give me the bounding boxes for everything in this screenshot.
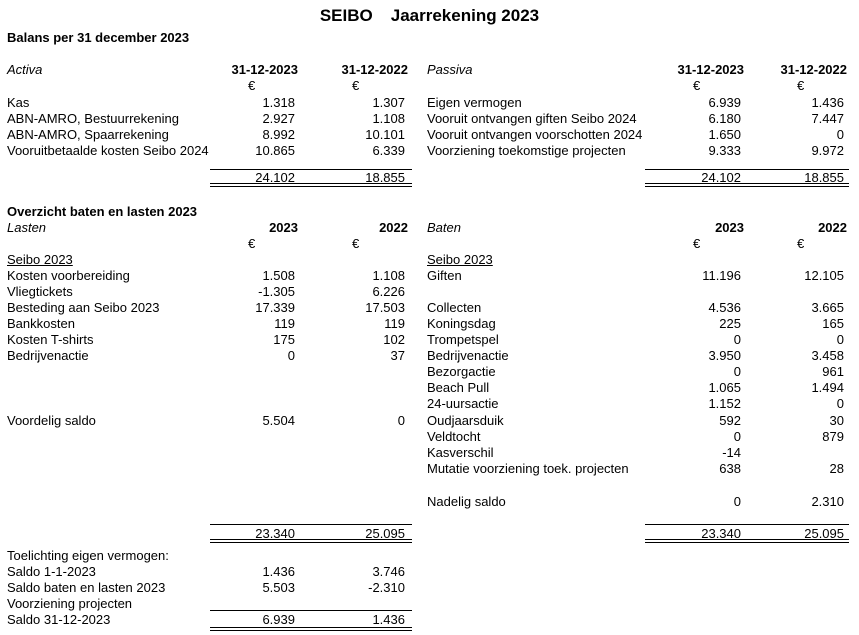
divider-line bbox=[645, 186, 849, 187]
baten-total-2023: 23.340 bbox=[701, 526, 741, 541]
row-value-2022: -2.310 bbox=[368, 580, 405, 595]
passiva-label: Passiva bbox=[427, 62, 473, 77]
row-value-2022: 961 bbox=[822, 364, 844, 379]
row-value-2023: 5.504 bbox=[262, 413, 295, 428]
row-value-2023: 5.503 bbox=[262, 580, 295, 595]
baten-currency-2022: € bbox=[797, 236, 805, 251]
row-label: Saldo 31-12-2023 bbox=[7, 612, 111, 627]
passiva-total-2023: 24.102 bbox=[701, 170, 741, 185]
row-value-2022: 12.105 bbox=[804, 268, 844, 283]
row-value-2023: 4.536 bbox=[708, 300, 741, 315]
row-label: Vooruit ontvangen voorschotten 2024 bbox=[427, 127, 643, 142]
divider-line bbox=[210, 542, 412, 543]
row-label: Kosten voorbereiding bbox=[7, 268, 130, 283]
baten-currency-2023: € bbox=[693, 236, 701, 251]
activa-col-2023: 31-12-2023 bbox=[231, 62, 298, 77]
row-label: Collecten bbox=[427, 300, 482, 315]
row-value-2022: 6.226 bbox=[372, 284, 405, 299]
row-value-2023: 1.065 bbox=[708, 380, 741, 395]
row-label: ABN-AMRO, Bestuurrekening bbox=[7, 111, 179, 126]
row-value-2022: 879 bbox=[822, 429, 844, 444]
row-value-2023: 8.992 bbox=[262, 127, 295, 142]
row-value-2022: 17.503 bbox=[365, 300, 405, 315]
doc-name: Jaarrekening 2023 bbox=[390, 6, 540, 25]
row-value-2023: 9.333 bbox=[708, 143, 741, 158]
baten-total-2022: 25.095 bbox=[804, 526, 844, 541]
row-value-2023: 175 bbox=[273, 332, 295, 347]
row-label: Mutatie voorziening toek. projecten bbox=[427, 461, 629, 476]
divider-line bbox=[645, 524, 849, 525]
row-label: Bezorgactie bbox=[427, 364, 496, 379]
row-value-2022: 165 bbox=[822, 316, 844, 331]
activa-label: Activa bbox=[7, 62, 43, 77]
divider-line bbox=[210, 610, 412, 611]
row-value-2022: 28 bbox=[829, 461, 844, 476]
row-value-2022: 1.436 bbox=[372, 612, 405, 627]
divider-line bbox=[210, 627, 412, 628]
lasten-currency-2023: € bbox=[248, 236, 256, 251]
row-label: Bankkosten bbox=[7, 316, 75, 331]
row-label: Vooruitbetaalde kosten Seibo 2024 bbox=[7, 143, 209, 158]
row-label: Koningsdag bbox=[427, 316, 496, 331]
row-value-2023: 119 bbox=[274, 316, 295, 331]
lasten-col-2022: 2022 bbox=[379, 220, 408, 235]
row-label: ABN-AMRO, Spaarrekening bbox=[7, 127, 169, 142]
row-value-2022: 119 bbox=[384, 316, 405, 331]
row-label: Kasverschil bbox=[427, 445, 494, 460]
row-value-2022: 1.108 bbox=[372, 111, 405, 126]
row-value-2022: 0 bbox=[836, 396, 844, 411]
row-label: Eigen vermogen bbox=[427, 95, 522, 110]
row-value-2022: 0 bbox=[397, 413, 405, 428]
row-value-2022: 6.339 bbox=[372, 143, 405, 158]
row-value-2022: 1.108 bbox=[372, 268, 405, 283]
row-value-2023: 3.950 bbox=[708, 348, 741, 363]
row-value-2022: 3.458 bbox=[811, 348, 844, 363]
row-value-2022: 0 bbox=[836, 127, 844, 142]
activa-col-2022: 31-12-2022 bbox=[341, 62, 408, 77]
row-label: Vliegtickets bbox=[7, 284, 73, 299]
divider-line bbox=[210, 524, 412, 525]
row-value-2023: 17.339 bbox=[255, 300, 295, 315]
row-value-2023: 6.939 bbox=[262, 612, 295, 627]
row-value-2022: 102 bbox=[383, 332, 405, 347]
row-label: Trompetspel bbox=[427, 332, 499, 347]
lasten-total-2023: 23.340 bbox=[255, 526, 295, 541]
row-label: Veldtocht bbox=[427, 429, 481, 444]
row-value-2023: 638 bbox=[719, 461, 741, 476]
row-value-2023: 592 bbox=[719, 413, 741, 428]
equity-heading: Toelichting eigen vermogen: bbox=[7, 548, 169, 563]
row-label: Kosten T-shirts bbox=[7, 332, 94, 347]
row-value-2022: 1.494 bbox=[811, 380, 844, 395]
row-value-2023: 1.436 bbox=[262, 564, 295, 579]
lasten-total-2022: 25.095 bbox=[365, 526, 405, 541]
row-value-2023: 0 bbox=[733, 429, 741, 444]
divider-line bbox=[645, 542, 849, 543]
lasten-col-2023: 2023 bbox=[269, 220, 298, 235]
baten-col-2023: 2023 bbox=[715, 220, 744, 235]
row-value-2022: 3.746 bbox=[372, 564, 405, 579]
row-value-2023: 0 bbox=[287, 348, 295, 363]
row-value-2023: 1.152 bbox=[708, 396, 741, 411]
passiva-currency-2023: € bbox=[693, 78, 701, 93]
row-value-2023: 0 bbox=[733, 364, 741, 379]
row-value-2022: 10.101 bbox=[365, 127, 405, 142]
baten-section: Seibo 2023 bbox=[427, 252, 493, 267]
row-label: Saldo 1-1-2023 bbox=[7, 564, 96, 579]
row-label: Beach Pull bbox=[427, 380, 490, 395]
row-value-2023: -14 bbox=[722, 445, 741, 460]
row-value-2023: 11.196 bbox=[702, 268, 741, 283]
row-value-2023: 6.939 bbox=[708, 95, 741, 110]
row-label: Nadelig saldo bbox=[427, 494, 506, 509]
row-label: Vooruit ontvangen giften Seibo 2024 bbox=[427, 111, 637, 126]
passiva-col-2023: 31-12-2023 bbox=[677, 62, 744, 77]
row-label: Giften bbox=[427, 268, 462, 283]
row-value-2022: 3.665 bbox=[811, 300, 844, 315]
passiva-total-2022: 18.855 bbox=[804, 170, 844, 185]
row-value-2023: 0 bbox=[733, 332, 741, 347]
passiva-currency-2022: € bbox=[797, 78, 805, 93]
income-heading: Overzicht baten en lasten 2023 bbox=[7, 204, 198, 219]
row-value-2023: 1.650 bbox=[708, 127, 741, 142]
divider-line bbox=[210, 630, 412, 631]
row-label: Bedrijvenactie bbox=[7, 348, 89, 363]
row-label: Bedrijvenactie bbox=[427, 348, 509, 363]
row-value-2023: 1.318 bbox=[262, 95, 295, 110]
row-value-2023: 0 bbox=[733, 494, 741, 509]
divider-line bbox=[210, 186, 412, 187]
row-label: Oudjaarsduik bbox=[427, 413, 504, 428]
activa-currency-2022: € bbox=[352, 78, 360, 93]
balance-heading: Balans per 31 december 2023 bbox=[7, 30, 190, 45]
document-title bbox=[0, 6, 859, 26]
activa-total-2023: 24.102 bbox=[255, 170, 295, 185]
row-value-2023: -1.305 bbox=[258, 284, 295, 299]
row-value-2023: 225 bbox=[719, 316, 741, 331]
row-label: Voordelig saldo bbox=[7, 413, 96, 428]
lasten-section: Seibo 2023 bbox=[7, 252, 73, 267]
lasten-currency-2022: € bbox=[352, 236, 360, 251]
row-label: 24-uursactie bbox=[427, 396, 499, 411]
row-value-2022: 30 bbox=[829, 413, 844, 428]
activa-total-2022: 18.855 bbox=[365, 170, 405, 185]
baten-col-2022: 2022 bbox=[818, 220, 847, 235]
row-value-2022: 2.310 bbox=[811, 494, 844, 509]
row-value-2023: 10.865 bbox=[255, 143, 295, 158]
row-value-2022: 0 bbox=[836, 332, 844, 347]
row-value-2022: 7.447 bbox=[811, 111, 844, 126]
row-label: Besteding aan Seibo 2023 bbox=[7, 300, 160, 315]
row-value-2023: 6.180 bbox=[708, 111, 741, 126]
row-value-2022: 37 bbox=[390, 348, 405, 363]
baten-label: Baten bbox=[427, 220, 461, 235]
lasten-label: Lasten bbox=[7, 220, 47, 235]
row-value-2022: 1.307 bbox=[372, 95, 405, 110]
org-name: SEIBO bbox=[319, 6, 373, 25]
row-value-2023: 1.508 bbox=[262, 268, 295, 283]
row-label: Voorziening projecten bbox=[7, 596, 133, 611]
row-value-2023: 2.927 bbox=[262, 111, 295, 126]
row-value-2022: 1.436 bbox=[811, 95, 844, 110]
row-label: Kas bbox=[7, 95, 30, 110]
row-label: Voorziening toekomstige projecten bbox=[427, 143, 626, 158]
row-label: Saldo baten en lasten 2023 bbox=[7, 580, 166, 595]
activa-currency-2023: € bbox=[248, 78, 256, 93]
passiva-col-2022: 31-12-2022 bbox=[780, 62, 847, 77]
row-value-2022: 9.972 bbox=[811, 143, 844, 158]
